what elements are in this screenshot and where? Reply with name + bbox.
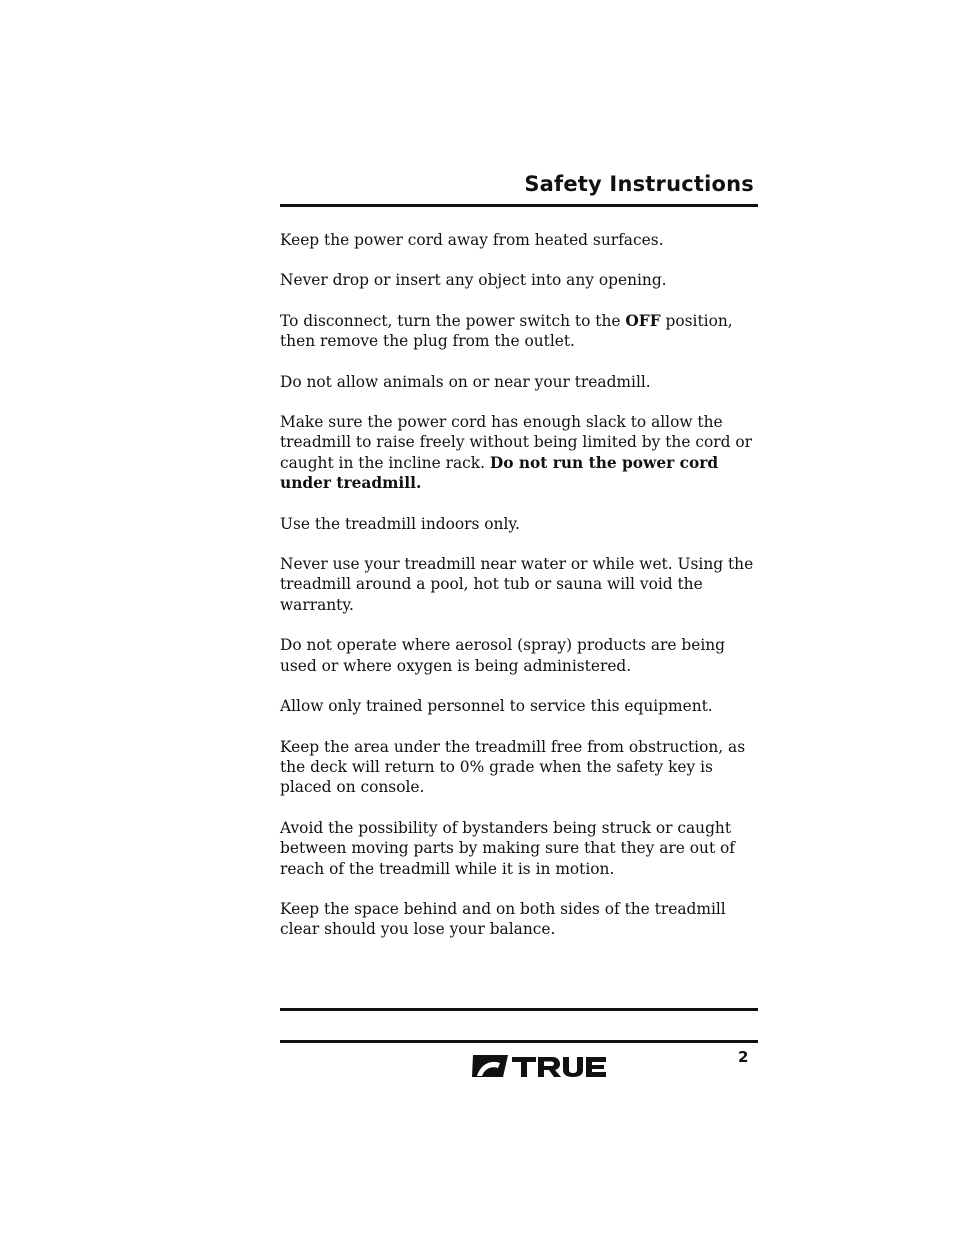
- instruction-text: Do not operate where aerosol (spray) products are being used or where oxygen is being administered.: [280, 636, 726, 675]
- instruction-paragraph: [280, 554, 760, 615]
- instruction-paragraph: [280, 230, 760, 250]
- instruction-paragraph: [280, 372, 760, 392]
- instruction-paragraph: [280, 635, 760, 676]
- instruction-paragraph: [280, 270, 760, 290]
- footer-rule-bottom: [280, 1040, 758, 1043]
- instruction-text: Use the treadmill indoors only.: [280, 514, 520, 533]
- instruction-paragraph: [280, 818, 760, 879]
- instruction-paragraph: [280, 899, 760, 940]
- instruction-text: position, then remove the plug from the outlet.: [280, 311, 733, 351]
- instructions-list: [280, 230, 760, 960]
- instruction-text: Make sure the power cord has enough slack to allow the treadmill to raise freely without being limited by the cord or caught in the incline rack.: [280, 413, 752, 472]
- instruction-paragraph: [280, 737, 760, 798]
- instruction-text: Allow only trained personnel to service this equipment.: [280, 697, 713, 716]
- logo-text: [0, 0, 1, 1]
- instruction-text: Never use your treadmill near water or while wet. Using the treadmill around a pool, hot tub or sauna will void the warranty.: [280, 555, 754, 614]
- instruction-text: To disconnect, turn the power switch to the: [280, 311, 626, 330]
- instruction-text: Keep the area under the treadmill free from obstruction, as the deck will return to 0% grade when the safety key is placed on console.: [280, 737, 746, 797]
- page-number: 2: [738, 1048, 749, 1066]
- instruction-text: Never drop or insert any object into any opening.: [280, 271, 667, 290]
- instruction-text: Avoid the possibility of bystanders being struck or caught between moving parts by making sure that they are out of reach of the treadmill while it is in motion.: [280, 818, 736, 878]
- instruction-paragraph: [280, 514, 760, 534]
- instruction-paragraph: [280, 412, 760, 494]
- footer-rule-top: [280, 1008, 758, 1011]
- instruction-emphasis: Do not run the power cord under treadmill.: [280, 453, 719, 493]
- instruction-text: Keep the power cord away from heated surfaces.: [280, 231, 664, 249]
- instruction-paragraph: [280, 696, 760, 716]
- instruction-text: Do not allow animals on or near your treadmill.: [280, 372, 651, 391]
- instruction-text: Keep the space behind and on both sides of the treadmill clear should you lose your balance.: [280, 899, 726, 939]
- instruction-paragraph: [280, 311, 760, 352]
- true-logo: [472, 1055, 618, 1079]
- page-title: Safety Instructions: [524, 172, 754, 196]
- instruction-emphasis: OFF: [625, 311, 661, 330]
- header-rule: [280, 204, 758, 207]
